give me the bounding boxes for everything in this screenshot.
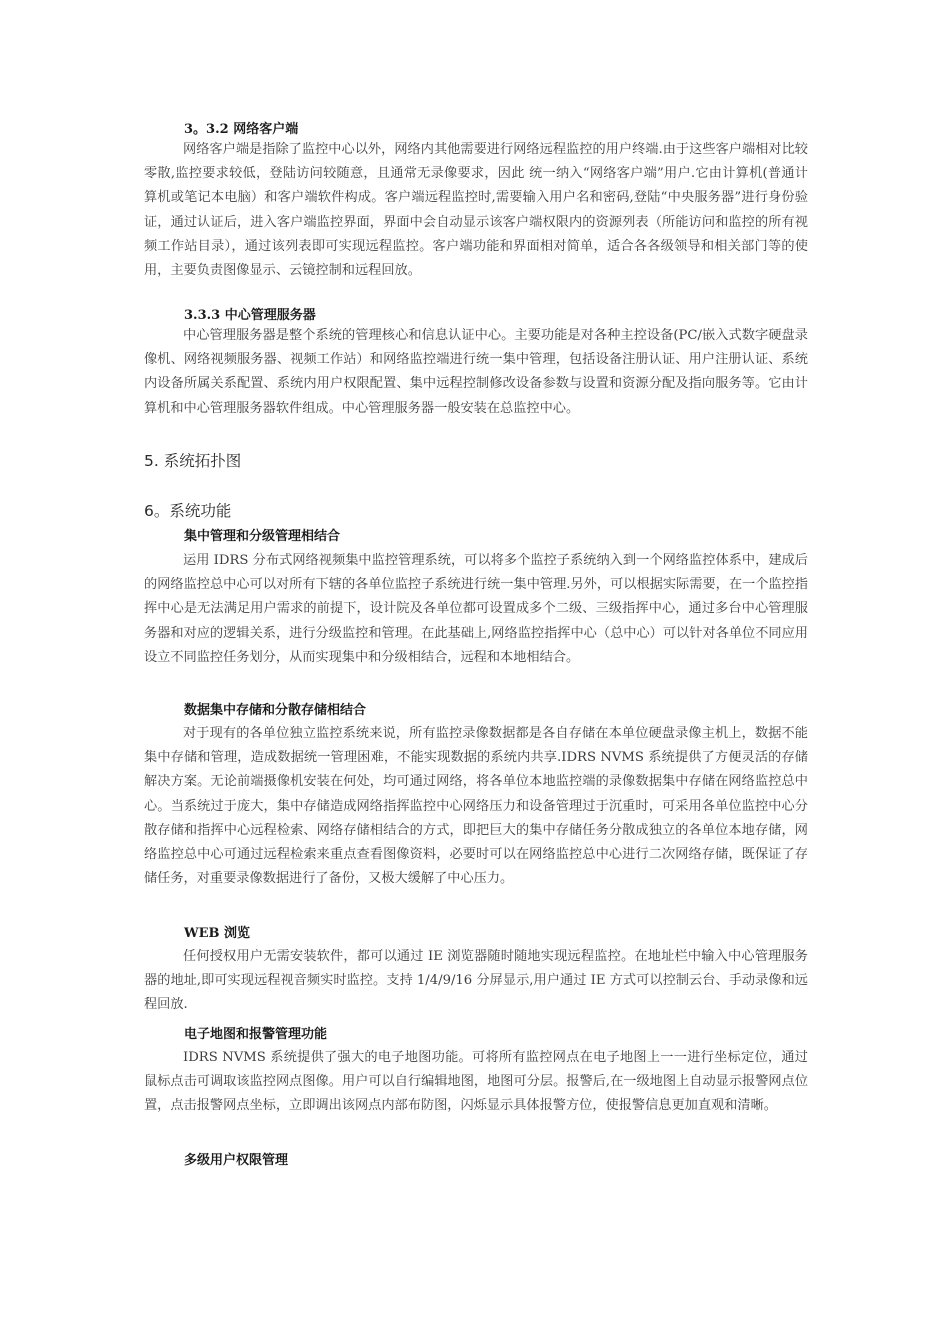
section-6-heading: 6。系统功能 (144, 502, 232, 520)
feature-1-body: 运用 IDRS 分布式网络视频集中监控管理系统，可以将多个监控子系统纳入到一个网络监控体系中，建成后的网络监控总中心可以对所有下辖的各单位监控子系统进行统一集中管理.另外，可以根据实际需要，在一个监控指挥中心是无法满足用户需求的前提下，设计院及各单位都可设置成多个二级、三级指挥中心，通过多台中心管理服务器和对应的逻辑关系，进行分级监控和管理。在此基础上,网络监控指挥中心（总中心）可以针对各单位不同应用设立不同监控任务划分，从而实现集中和分级相结合，远程和本地相结合。 (144, 553, 808, 665)
section-3-3-2-body: 网络客户端是指除了监控中心以外，网络内其他需要进行网络远程监控的用户终端.由于这些客户端相对比较零散,监控要求较低，登陆访问较随意，且通常无录像要求，因此 统一纳入“网络客户端”用户.它由计算机(普通计算机或笔记本电脑）和客户端软件构成。客户端远程监控时,需要输入用户名和密码,登陆“中央服务器”进行身份验证，通过认证后，进入客户端监控界面，界面中会自动显示该客户端权限内的资源列表（所能访问和监控的所有视频工作站目录），通过该列表即可实现远程监控。客户端功能和界面相对简单，适合各各级领导和相关部门等的使用，主要负责图像显示、云镜控制和远程回放。 (144, 142, 808, 279)
feature-3-body: 任何授权用户无需安装软件，都可以通过 IE 浏览器随时随地实现远程监控。在地址栏中输入中心管理服务器的地址,即可实现远程视音频实时监控。支持 1/4/9/16 分屏显示,用户通过 IE 方式可以控制云台、手动录像和远程回放. (144, 949, 808, 1013)
feature-3-title: WEB 浏览 (184, 926, 251, 941)
feature-4-title: 电子地图和报警管理功能 (184, 1027, 328, 1042)
section-3-3-3-body: 中心管理服务器是整个系统的管理核心和信息认证中心。主要功能是对各种主控设备(PC/嵌入式数字硬盘录像机、网络视频服务器、视频工作站）和网络监控端进行统一集中管理，包括设备注册认证、用户注册认证、系统内设备所属关系配置、系统内用户权限配置、集中远程控制修改设备参数与设置和资源分配及指向服务等。它由计算机和中心管理服务器软件组成。中心管理服务器一般安装在总监控中心。 (144, 328, 808, 416)
section-3-3-3-heading: 3.3.3 中心管理服务器 (184, 308, 316, 323)
feature-4-body: IDRS NVMS 系统提供了强大的电子地图功能。可将所有监控网点在电子地图上一一进行坐标定位，通过鼠标点击可调取该监控网点图像。用户可以自行编辑地图，地图可分层。报警后,在一级地图上自动显示报警网点位置，点击报警网点坐标，立即调出该网点内部布防图，闪烁显示具体报警方位，使报警信息更加直观和清晰。 (144, 1050, 808, 1114)
section-3-3-2-heading: 3。3.2 网络客户端 (184, 122, 299, 137)
feature-1-title: 集中管理和分级管理相结合 (184, 529, 341, 544)
feature-2-title: 数据集中存储和分散存储相结合 (184, 703, 367, 718)
feature-2-body: 对于现有的各单位独立监控系统来说，所有监控录像数据都是各自存储在本单位硬盘录像主机上，数据不能集中存储和管理，造成数据统一管理困难，不能实现数据的系统内共享.IDRS NVMS 系统提供了方便灵活的存储解决方案。无论前端摄像机安装在何处，均可通过网络，将各单位本地监控端的录像数据集中存储在网络监控总中心。当系统过于庞大，集中存储造成网络指挥监控中心网络压力和设备管理过于沉重时，可采用各单位监控中心分散存储和指挥中心远程检索、网络存储相结合的方式，即把巨大的集中存储任务分散成独立的各单位本地存储，网络监控总中心可通过远程检索来重点查看图像资料，必要时可以在网络监控总中心进行二次网络存储，既保证了存储任务，对重要录像数据进行了备份，又极大缓解了中心压力。 (144, 726, 808, 887)
section-5-heading: 5. 系统拓扑图 (144, 452, 242, 470)
feature-5-title: 多级用户权限管理 (184, 1153, 289, 1168)
